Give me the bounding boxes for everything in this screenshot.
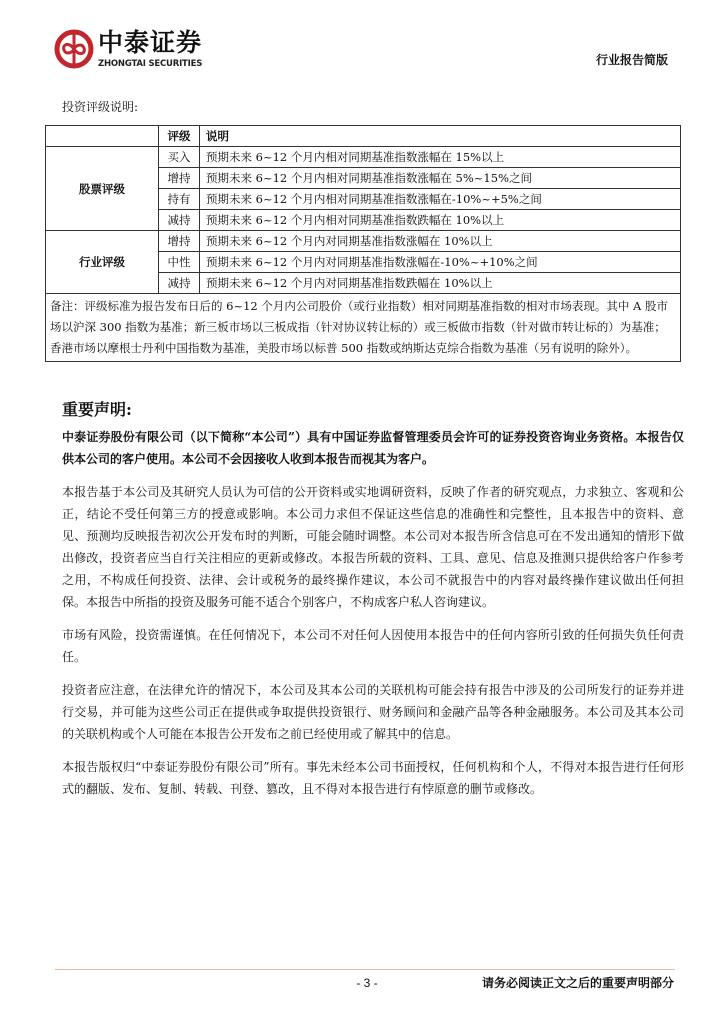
footer-divider [55,969,675,970]
page-content [45,98,684,800]
rating-table [45,125,681,362]
header-cell: 说明 [200,126,681,147]
logo-emblem-icon [54,28,94,70]
desc-cell: 预期未来 6~12 个月内对同期基准指数涨幅在 10%以上 [200,231,681,252]
stock-rating-group: 股票评级 [46,147,159,231]
desc-cell: 预期未来 6~12 个月内相对同期基准指数涨幅在 15%以上 [200,147,681,168]
rating-cell: 中性 [159,252,200,273]
disclaimer-title: 重要声明: [62,400,132,419]
logo-text-cn: 中泰证券 [98,28,203,57]
desc-cell: 预期未来 6~12 个月内相对同期基准指数涨幅在 5%~15%之间 [200,168,681,189]
footer-notice: 请务必阅读正文之后的重要声明部分 [481,976,674,990]
desc-cell: 预期未来 6~12 个月内相对同期基准指数跌幅在 10%以上 [200,210,681,231]
report-type: 行业报告简版 [595,53,668,67]
industry-rating-group: 行业评级 [46,231,159,294]
disclaimer-paragraph: 本报告版权归“中泰证券股份有限公司”所有。事先未经本公司书面授权，任何机构和个人，不得对本报告进行任何形式的翻版、发布、复制、转载、刊登、篡改，且不得对本报告进行有悖原意的删节或修改。 [62,760,684,796]
table-row [46,231,681,252]
table-header-row [46,126,681,147]
page-number: - 3 - [356,976,378,990]
rating-cell: 增持 [159,231,200,252]
desc-cell: 预期未来 6~12 个月内对同期基准指数跌幅在 10%以上 [200,273,681,294]
company-logo [54,28,224,72]
rating-note: 备注：评级标准为报告发布日后的 6~12 个月内公司股价（或行业指数）相对同期基准指数的相对市场表现。其中 A 股市场以沪深 300 指数为基准；新三板市场以三板成指（针对协议转让标的）或三板做市指数（针对做市转让标的）为基准；香港市场以摩根士丹利中国指数为基准，美股市场以标普 500 指数或纳斯达克综合指数为基准（另有说明的除外）。 [46,294,681,362]
disclaimer-paragraph: 本报告基于本公司及其研究人员认为可信的公开资料或实地调研资料，反映了作者的研究观点，力求独立、客观和公正，结论不受任何第三方的授意或影响。本公司力求但不保证这些信息的准确性和完整性，且本报告中的资料、意见、预测均反映报告初次公开发布时的判断，可能会随时调整。本公司对本报告所含信息可在不发出通知的情形下做出修改，投资者应当自行关注相应的更新或修改。本报告所载的资料、工具、意见、信息及推测只提供给客户作参考之用，不构成任何投资、法律、会计或税务的最终操作建议，本公司不就报告中的内容对最终操作建议做出任何担保。本报告中所指的投资及服务可能不适合个别客户，不构成客户私人咨询建议。 [62,485,684,609]
header-cell [46,126,159,147]
desc-cell: 预期未来 6~12 个月内相对同期基准指数涨幅在-10%~+5%之间 [200,189,681,210]
table-note-row [46,294,681,362]
header-cell: 评级 [159,126,200,147]
rating-cell: 减持 [159,273,200,294]
rating-cell: 买入 [159,147,200,168]
disclaimer-bold-paragraph: 中泰证券股份有限公司（以下简称“本公司”）具有中国证券监督管理委员会许可的证券投资咨询业务资格。本报告仅供本公司的客户使用。本公司不会因接收人收到本报告而视其为客户。 [62,430,684,466]
rating-cell: 持有 [159,189,200,210]
table-row [46,147,681,168]
disclaimer-paragraph: 投资者应注意，在法律允许的情况下，本公司及其本公司的关联机构可能会持有报告中涉及的公司所发行的证券并进行交易，并可能为这些公司正在提供或争取提供投资银行、财务顾问和金融产品等各种金融服务。本公司及其本公司的关联机构或个人可能在本报告公开发布之前已经使用或了解其中的信息。 [62,683,684,741]
desc-cell: 预期未来 6~12 个月内对同期基准指数涨幅在-10%~+10%之间 [200,252,681,273]
rating-cell: 增持 [159,168,200,189]
logo-text-en: ZHONGTAI SECURITIES [98,59,203,69]
rating-intro: 投资评级说明: [62,100,139,114]
disclaimer-paragraph: 市场有风险，投资需谨慎。在任何情况下，本公司不对任何人因使用本报告中的任何内容所引致的任何损失负任何责任。 [62,628,684,664]
rating-cell: 减持 [159,210,200,231]
